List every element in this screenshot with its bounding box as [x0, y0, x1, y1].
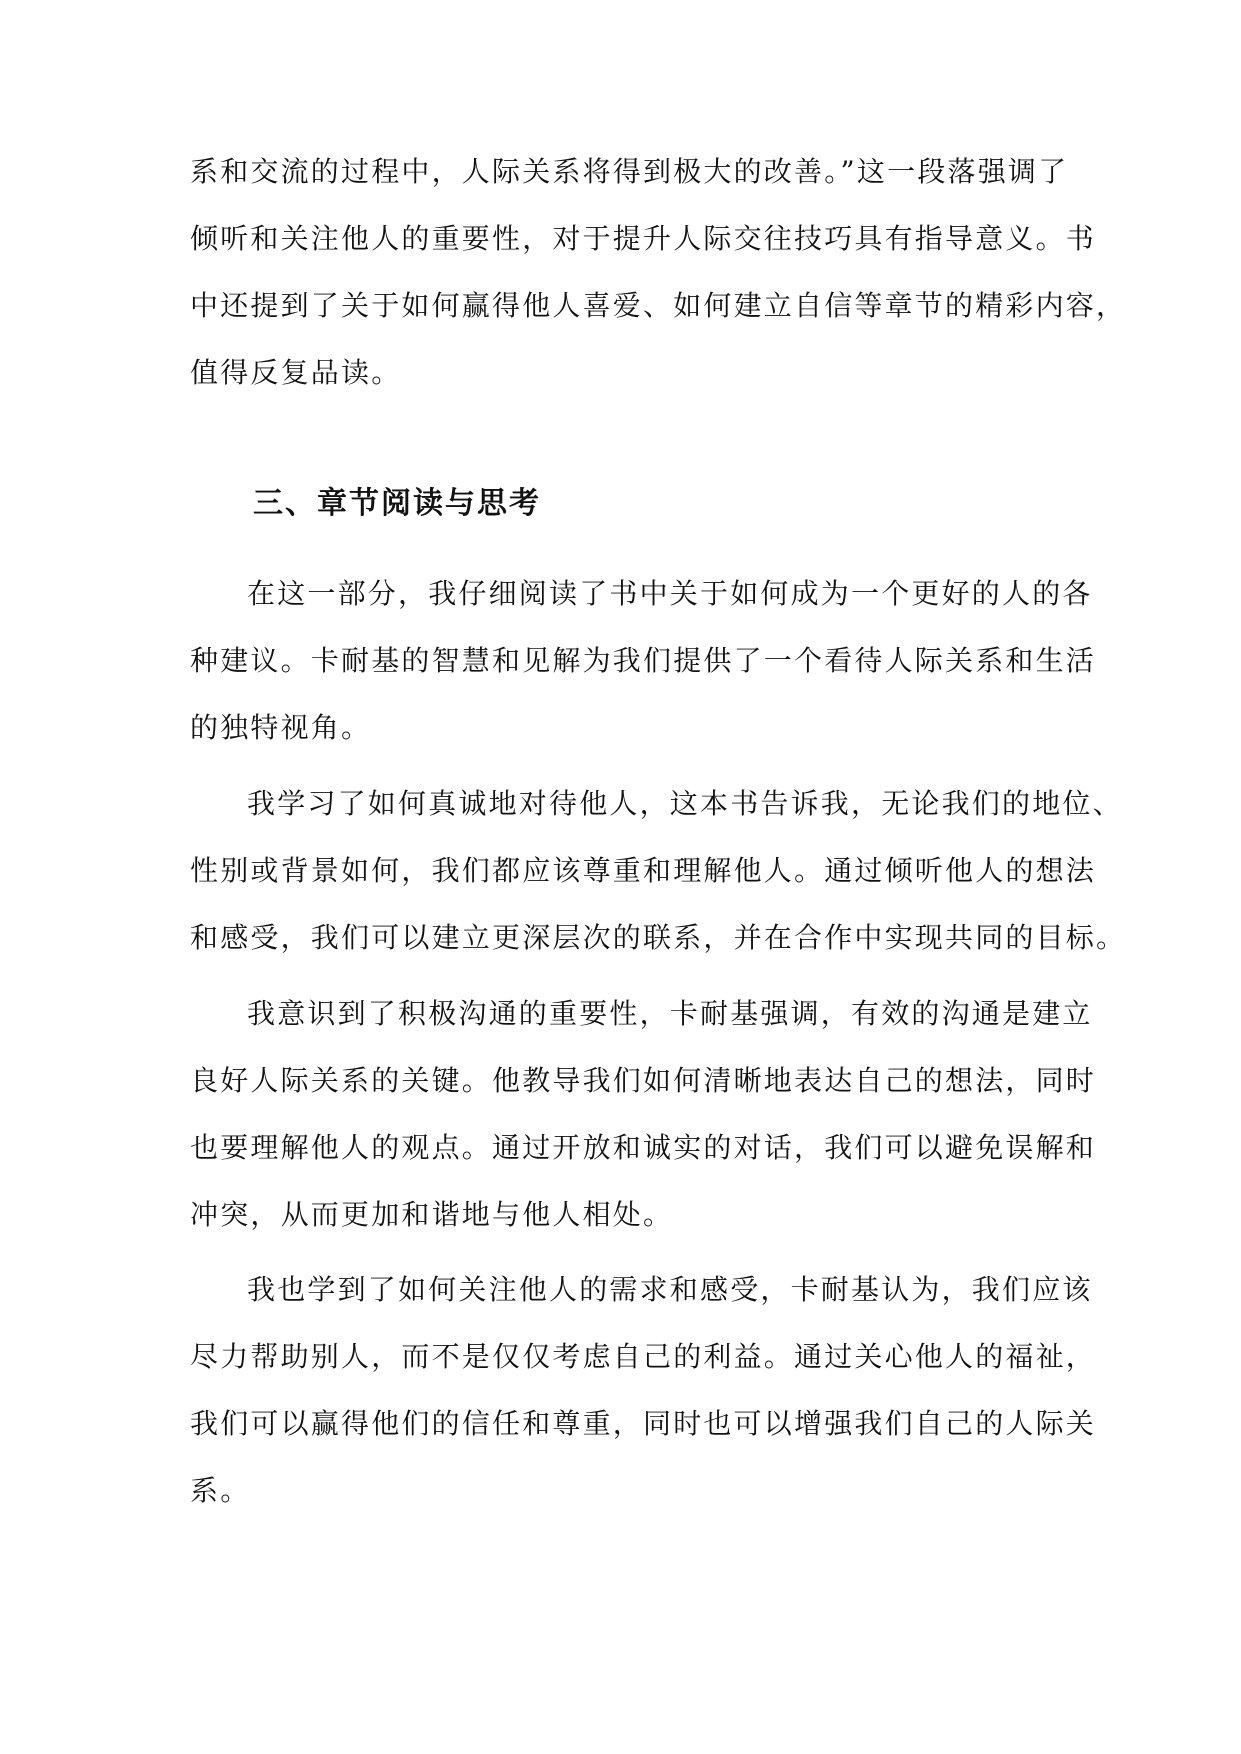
text-line: 系和交流的过程中，人际关系将得到极大的改善。”这一段落强调了: [190, 155, 1069, 188]
text-line: 冲突，从而更加和谐地与他人相处。: [190, 1198, 674, 1231]
text-line: 和感受，我们可以建立更深层次的联系，并在合作中实现共同的目标。: [190, 921, 1127, 954]
paragraph-3: [190, 980, 1097, 1248]
text-line: 也要理解他人的观点。通过开放和诚实的对话，我们可以避免误解和: [190, 1131, 1097, 1164]
section-heading: 三、章节阅读与思考: [253, 486, 541, 521]
text-line: 我也学到了如何关注他人的需求和感受，卡耐基认为，我们应该: [247, 1273, 1093, 1306]
text-line: 系。: [190, 1474, 251, 1507]
text-line: 倾听和关注他人的重要性，对于提升人际交往技巧具有指导意义。书: [190, 222, 1097, 255]
text-line: 值得反复品读。: [190, 356, 402, 389]
text-line: 我意识到了积极沟通的重要性，卡耐基强调，有效的沟通是建立: [247, 997, 1093, 1030]
paragraph-continuation: [190, 138, 1127, 406]
text-line: 我学习了如何真诚地对待他人，这本书告诉我，无论我们的地位、: [247, 787, 1123, 820]
paragraph-4: [190, 1256, 1097, 1524]
text-line: 的独特视角。: [190, 711, 372, 744]
text-line: 尽力帮助别人，而不是仅仅考虑自己的利益。通过关心他人的福祉，: [190, 1340, 1097, 1373]
text-line: 在这一部分，我仔细阅读了书中关于如何成为一个更好的人的各: [247, 577, 1093, 610]
text-line: 良好人际关系的关键。他教导我们如何清晰地表达自己的想法，同时: [190, 1064, 1097, 1097]
paragraph-1: [190, 560, 1097, 761]
text-line: 性别或背景如何，我们都应该尊重和理解他人。通过倾听他人的想法: [190, 854, 1097, 887]
paragraph-2: [190, 770, 1127, 971]
text-line: 中还提到了关于如何赢得他人喜爱、如何建立自信等章节的精彩内容，: [190, 289, 1127, 322]
text-line: 我们可以赢得他们的信任和尊重，同时也可以增强我们自己的人际关: [190, 1407, 1097, 1440]
text-line: 种建议。卡耐基的智慧和见解为我们提供了一个看待人际关系和生活: [190, 644, 1097, 677]
